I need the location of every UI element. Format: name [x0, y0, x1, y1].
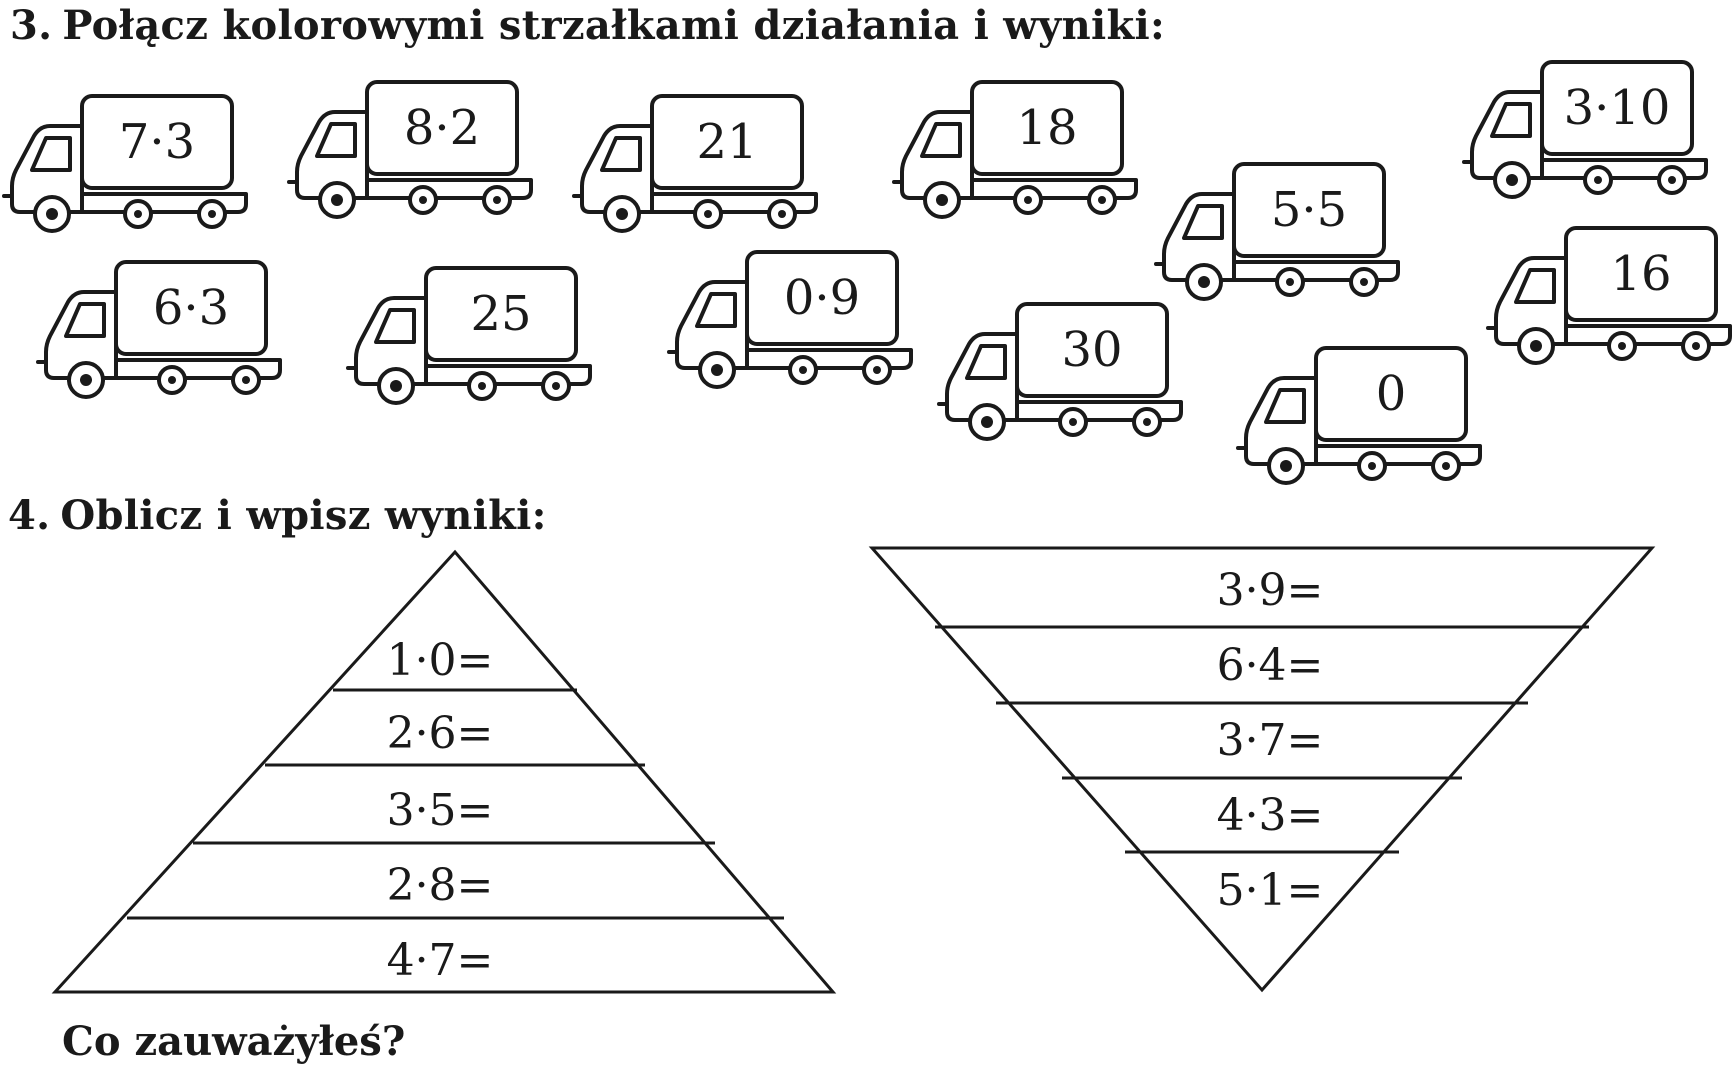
truck-label: 21 [696, 114, 758, 170]
truck-label: 0·9 [783, 270, 861, 326]
truck-label: 25 [470, 286, 532, 342]
exercise-3-number: 3. [10, 2, 53, 49]
truck-label: 7·3 [118, 114, 196, 170]
pyramid-row: 3·5= [386, 785, 494, 836]
exercise-4-instruction: Oblicz i wpisz wyniki: [60, 492, 547, 539]
inverted-pyramid-row: 5·1= [1216, 865, 1324, 916]
truck-label: 30 [1061, 322, 1123, 378]
exercise-3-instruction: Połącz kolorowymi strzałkami działania i wyniki: [62, 2, 1166, 49]
exercise-4-number: 4. [8, 492, 51, 539]
inverted-pyramid-row: 3·9= [1216, 565, 1324, 616]
inverted-pyramid-row: 3·7= [1216, 715, 1324, 766]
pyramid-row: 1·0= [386, 635, 494, 686]
truck-label: 8·2 [403, 100, 481, 156]
truck-label: 3·10 [1563, 80, 1671, 136]
truck-label: 0 [1375, 366, 1407, 422]
truck-label: 6·3 [152, 280, 230, 336]
pyramid-row: 4·7= [386, 935, 494, 986]
pyramid-row: 2·8= [386, 860, 494, 911]
truck-label: 16 [1610, 246, 1672, 302]
inverted-pyramid-row: 4·3= [1216, 790, 1324, 841]
question-text: Co zauważyłeś? [62, 1018, 406, 1065]
truck-label: 5·5 [1270, 182, 1348, 238]
inverted-pyramid-row: 6·4= [1216, 640, 1324, 691]
pyramid-row: 2·6= [386, 708, 494, 759]
truck-label: 18 [1016, 100, 1078, 156]
